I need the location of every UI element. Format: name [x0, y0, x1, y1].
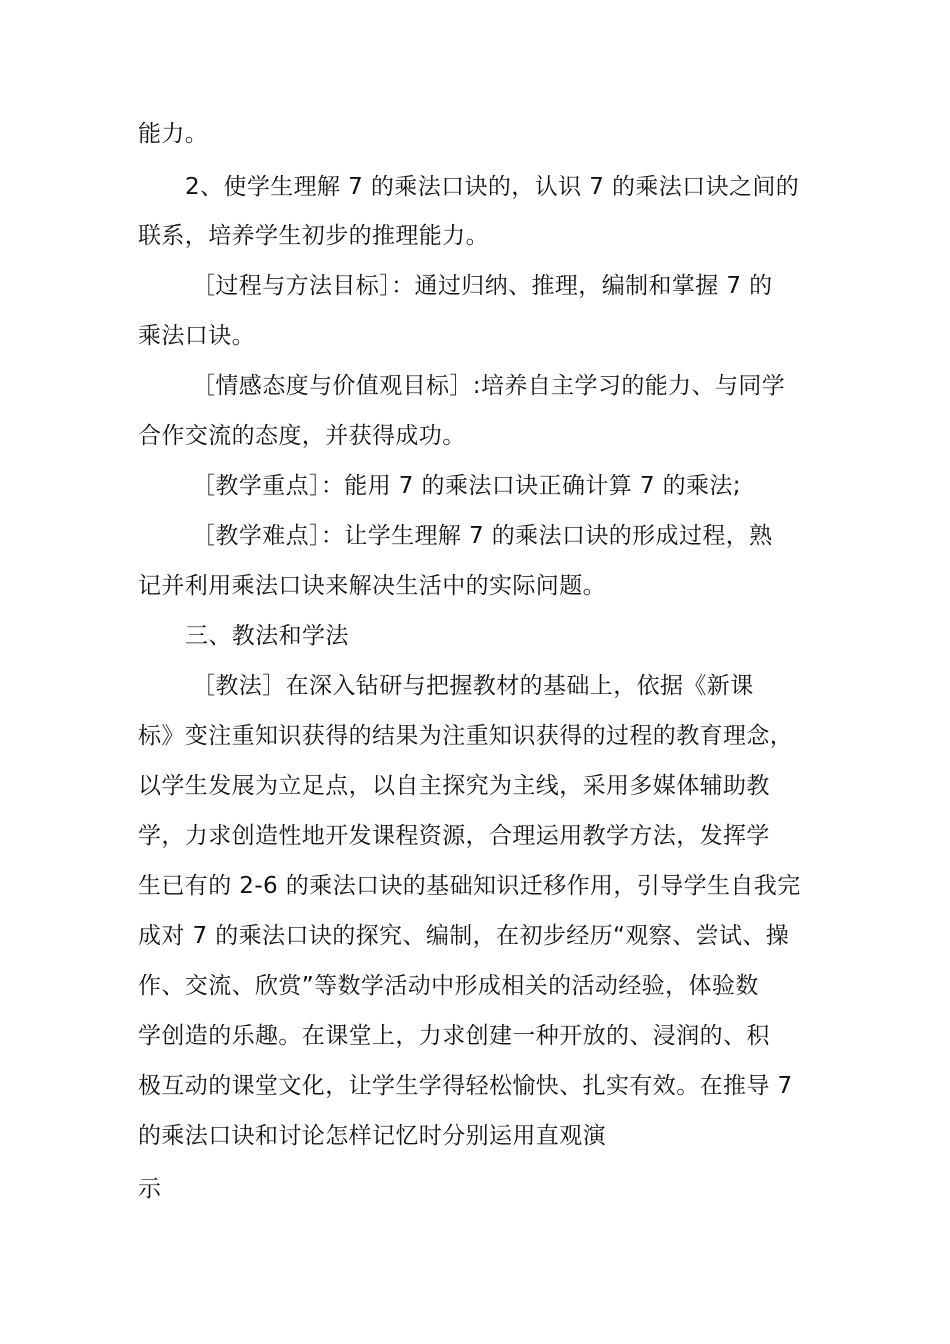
text-line: 合作交流的态度，并获得成功。 — [138, 423, 466, 449]
text-line: 乘法口诀。 — [138, 323, 255, 349]
text-line: ［过程与方法目标］：通过归纳、推理，编制和掌握 7 的 — [192, 273, 773, 299]
text-line: ［教学重点］：能用 7 的乘法口诀正确计算 7 的乘法; — [192, 473, 741, 499]
text-line: 的乘法口诀和讨论怎样记忆时分别运用直观演 — [138, 1123, 606, 1149]
text-line: 成对 7 的乘法口诀的探究、编制，在初步经历“观察、尝试、操 — [138, 923, 790, 949]
text-line: 记并利用乘法口诀来解决生活中的实际问题。 — [138, 573, 606, 599]
text-line: 示 — [138, 1176, 162, 1202]
text-line: 以学生发展为立足点，以自主探究为主线，采用多媒体辅助教 — [138, 773, 770, 799]
text-line: 作、交流、欣赏”等数学活动中形成相关的活动经验，体验数 — [138, 973, 759, 999]
text-line: 极互动的课堂文化，让学生学得轻松愉快、扎实有效。在推导 7 — [138, 1073, 793, 1099]
text-line: ［情感态度与价值观目标］:培养自主学习的能力、与同学 — [192, 373, 786, 399]
text-line: 联系，培养学生初步的推理能力。 — [138, 223, 489, 249]
text-line: 学创造的乐趣。在课堂上，力求创建一种开放的、浸润的、积 — [138, 1023, 770, 1049]
text-line: 学，力求创造性地开发课程资源，合理运用教学方法，发挥学 — [138, 823, 770, 849]
section-heading: 三、教法和学法 — [185, 623, 349, 649]
text-line: ［教学难点］：让学生理解 7 的乘法口诀的形成过程，熟 — [192, 523, 773, 549]
text-line: 2、使学生理解 7 的乘法口诀的，认识 7 的乘法口诀之间的 — [185, 174, 800, 200]
text-line: 标》变注重知识获得的结果为注重知识获得的过程的教育理念， — [138, 723, 794, 749]
text-line: 能力。 — [138, 121, 209, 147]
text-line: ［教法］在深入钻研与把握教材的基础上，依据《新课 — [192, 673, 754, 699]
text-line: 生已有的 2-6 的乘法口诀的基础知识迁移作用，引导学生自我完 — [138, 873, 801, 899]
